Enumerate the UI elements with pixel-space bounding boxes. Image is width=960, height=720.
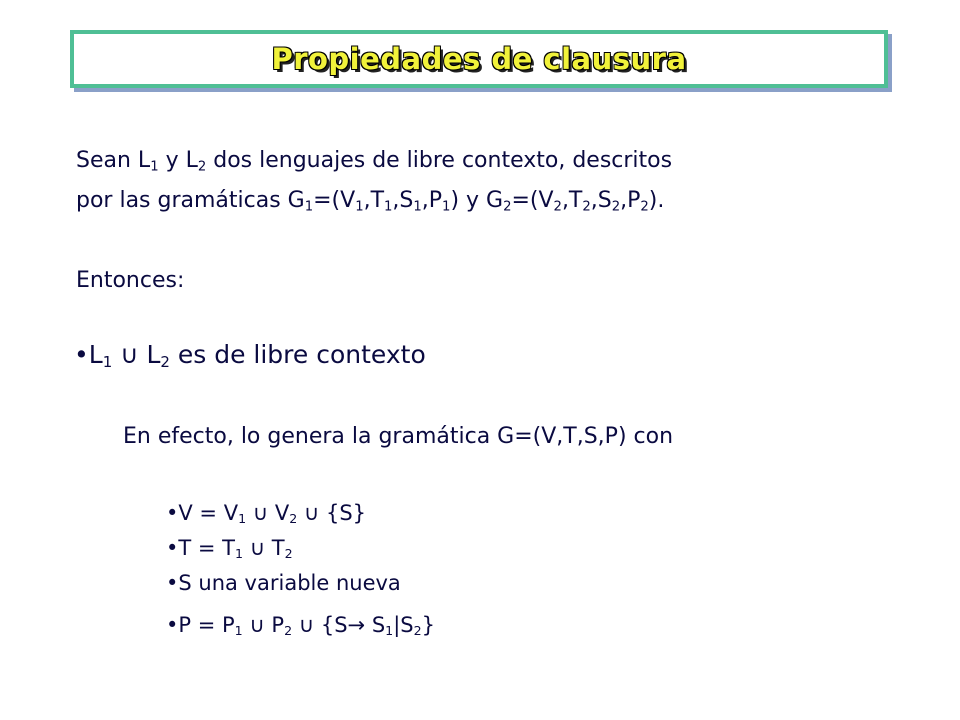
item-p: •P = $P_1$ ∪ $P_2$ ∪ $\{S\to S_1|S_2\}$ [166,613,435,639]
title-box [70,30,888,88]
bullet: • [74,340,89,369]
slide-title: Propiedades de clausura [271,42,687,76]
entonces-label: Entonces: [76,268,185,293]
intro-line-2: por las gramáticas $G_1=(V_1,T_1,S_1,P_1)$ y $G_2=(V_2,T_2,S_2,P_2)$. [76,188,665,215]
arrow-icon: → [347,613,372,637]
effect-text: En efecto, lo genera la gramática G=(V,T,S,P) con [123,424,674,449]
intro-line-1: Sean $L_1$ y $L_2$ dos lenguajes de libre contexto, descritos [76,148,673,175]
item-s: •S una variable nueva [166,571,401,595]
item-t: •T = $T_1$ ∪ $T_2$ [166,536,293,562]
property-union: $•L_1$ ∪ $L_2$ es de libre contexto [74,340,426,371]
item-v: •V = $V_1$ ∪ $V_2$ ∪ {S} [166,501,367,527]
